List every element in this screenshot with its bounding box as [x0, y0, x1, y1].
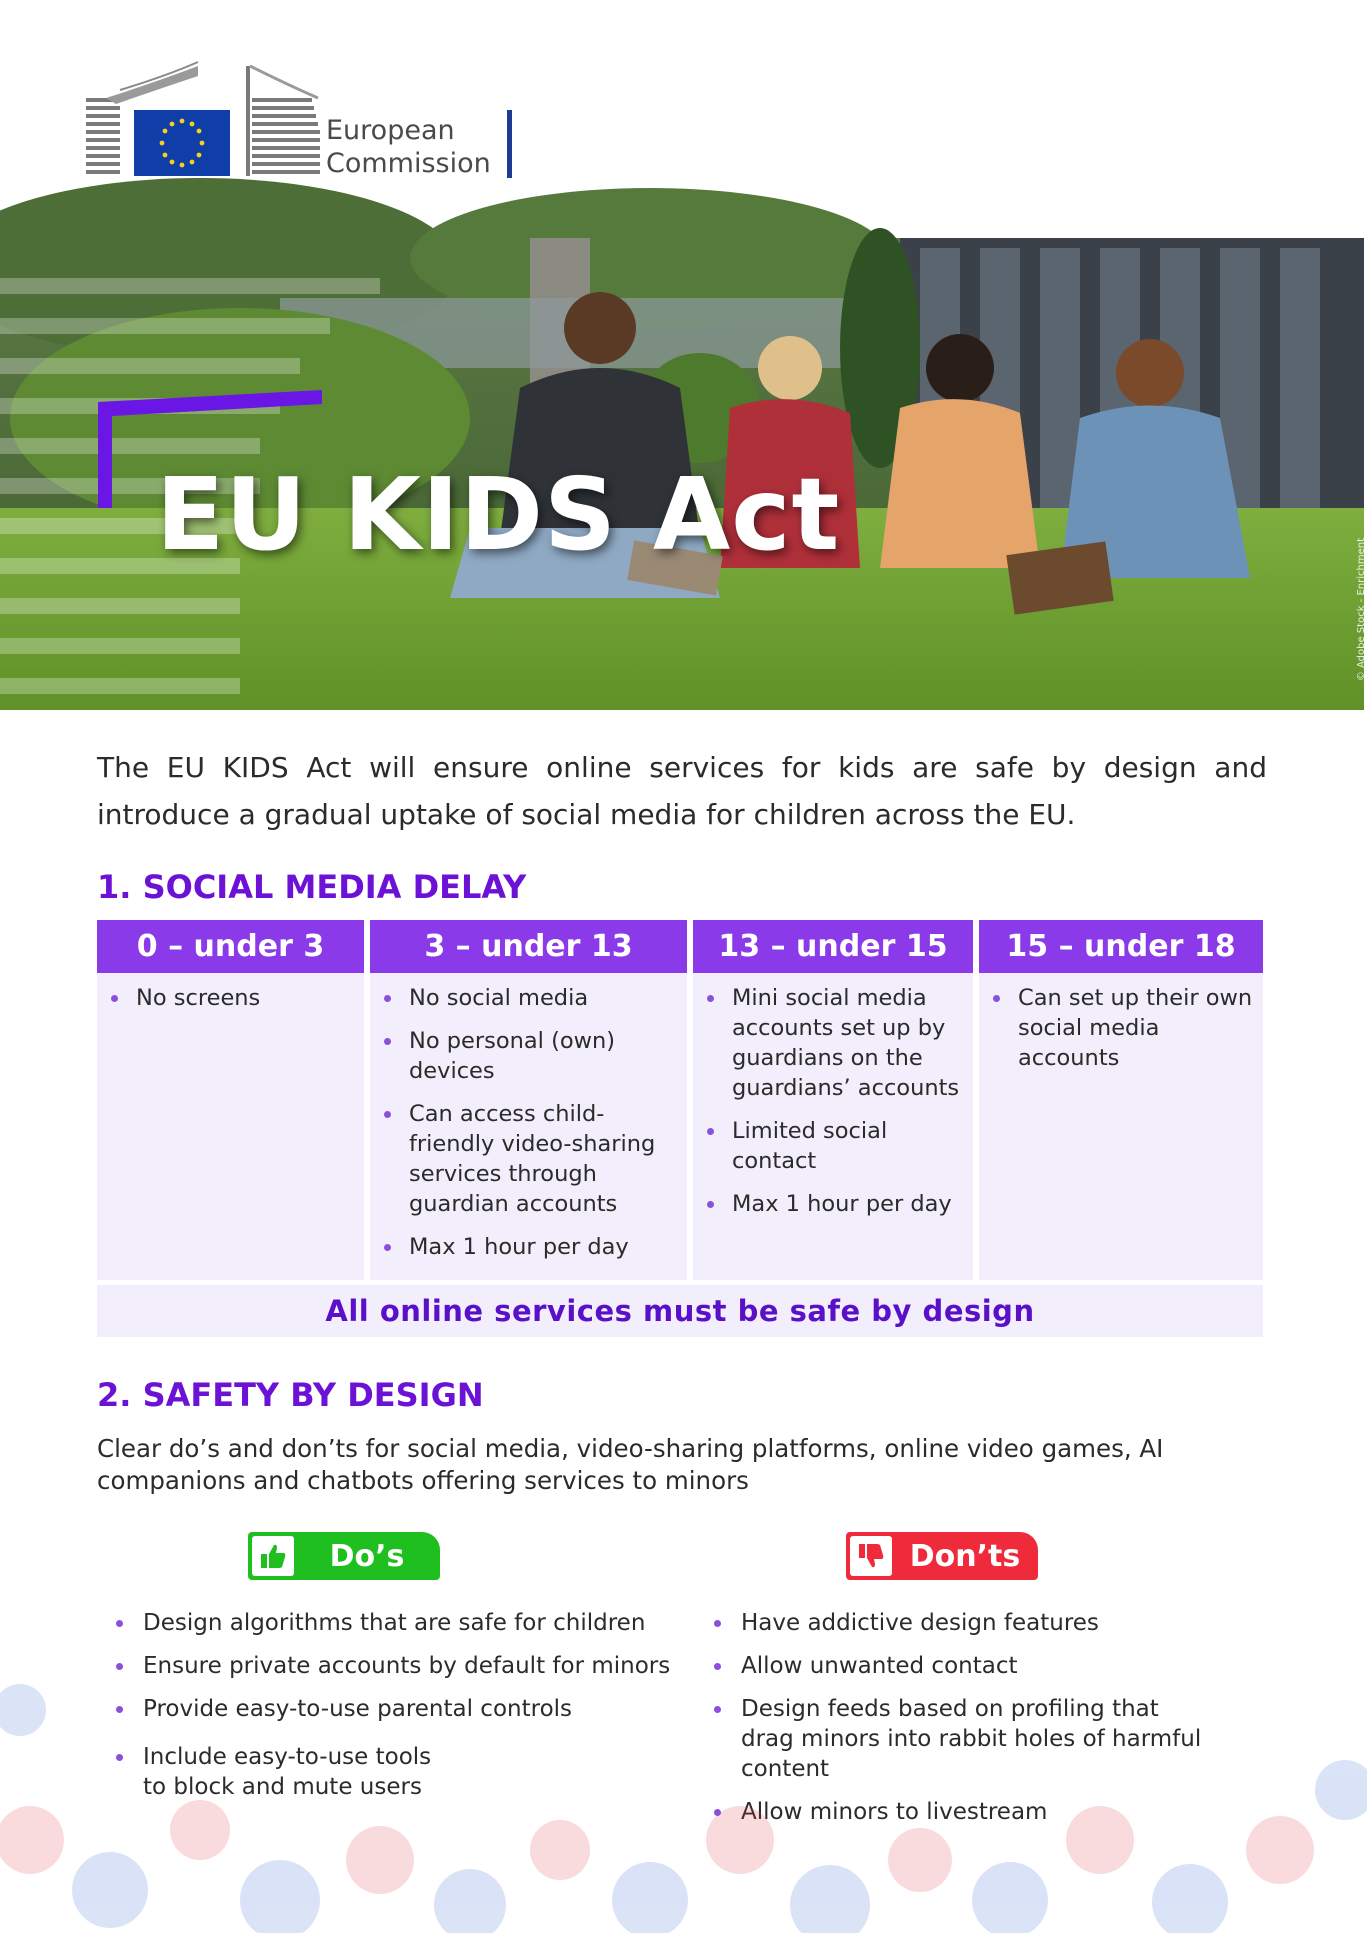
european-commission-logo[interactable] — [86, 62, 526, 182]
section-1-heading: 1. SOCIAL MEDIA DELAY — [97, 868, 527, 906]
list-item: Allow minors to livestream — [714, 1797, 1214, 1827]
thumbs-down-icon — [850, 1536, 892, 1576]
list-item: Ensure private accounts by default for minors — [116, 1651, 676, 1681]
dos-badge — [248, 1532, 440, 1580]
list-item: Have addictive design features — [714, 1608, 1214, 1638]
social-icons-decoration — [0, 1690, 1364, 1929]
age-column — [370, 920, 687, 1280]
list-item: Provide easy-to-use parental controls — [116, 1694, 676, 1724]
list-item: Can set up their own social media accounts — [993, 983, 1253, 1073]
page-title: EU KIDS Act — [156, 456, 841, 573]
hero-image — [0, 238, 1367, 710]
age-column — [97, 920, 364, 1280]
logo-divider — [507, 110, 512, 178]
age-table — [97, 920, 1263, 1280]
intro-text: The EU KIDS Act will ensure online services for kids are safe by design and introduce a gradual uptake of social media for children across the EU. — [97, 751, 1267, 831]
age-column-header: 0 – under 3 — [97, 920, 364, 973]
age-column — [979, 920, 1263, 1280]
list-item: Design algorithms that are safe for children — [116, 1608, 676, 1638]
section-2-heading: 2. SAFETY BY DESIGN — [97, 1376, 484, 1414]
age-column — [693, 920, 973, 1280]
list-item: Mini social media accounts set up by guardians on the guardians’ accounts — [707, 983, 963, 1103]
list-item: Allow unwanted contact — [714, 1651, 1214, 1681]
logo-text — [326, 114, 491, 180]
list-item: Include easy-to-use tools to block and mute users — [116, 1742, 456, 1802]
list-item: Max 1 hour per day — [384, 1232, 677, 1262]
donts-badge — [846, 1532, 1038, 1580]
safe-by-design-banner: All online services must be safe by design — [97, 1285, 1263, 1337]
list-item: Design feeds based on profiling that drag minors into rabbit holes of harmful content — [714, 1694, 1214, 1784]
age-column-header: 13 – under 15 — [693, 920, 973, 973]
section-2-description: Clear do’s and don’ts for social media, video-sharing platforms, online video games, AI companions and chatbots offering services to minors — [97, 1434, 1164, 1495]
list-item: No screens — [111, 983, 354, 1013]
ec-emblem-icon — [86, 62, 326, 182]
age-column-header: 15 – under 18 — [979, 920, 1263, 973]
dos-label: Do’s — [329, 1538, 405, 1574]
list-item: No personal (own) devices — [384, 1026, 677, 1086]
age-column-header: 3 – under 13 — [370, 920, 687, 973]
thumbs-up-icon — [252, 1536, 294, 1576]
donts-label: Don’ts — [909, 1538, 1021, 1574]
logo-line-2: Commission — [326, 148, 491, 179]
list-item: Limited social contact — [707, 1116, 963, 1176]
list-item: No social media — [384, 983, 677, 1013]
photo-credit: © Adobe Stock - Enrichment — [1356, 538, 1367, 682]
list-item: Can access child-friendly video-sharing services through guardian accounts — [384, 1099, 677, 1219]
list-item: Max 1 hour per day — [707, 1189, 963, 1219]
logo-line-1: European — [326, 115, 455, 146]
